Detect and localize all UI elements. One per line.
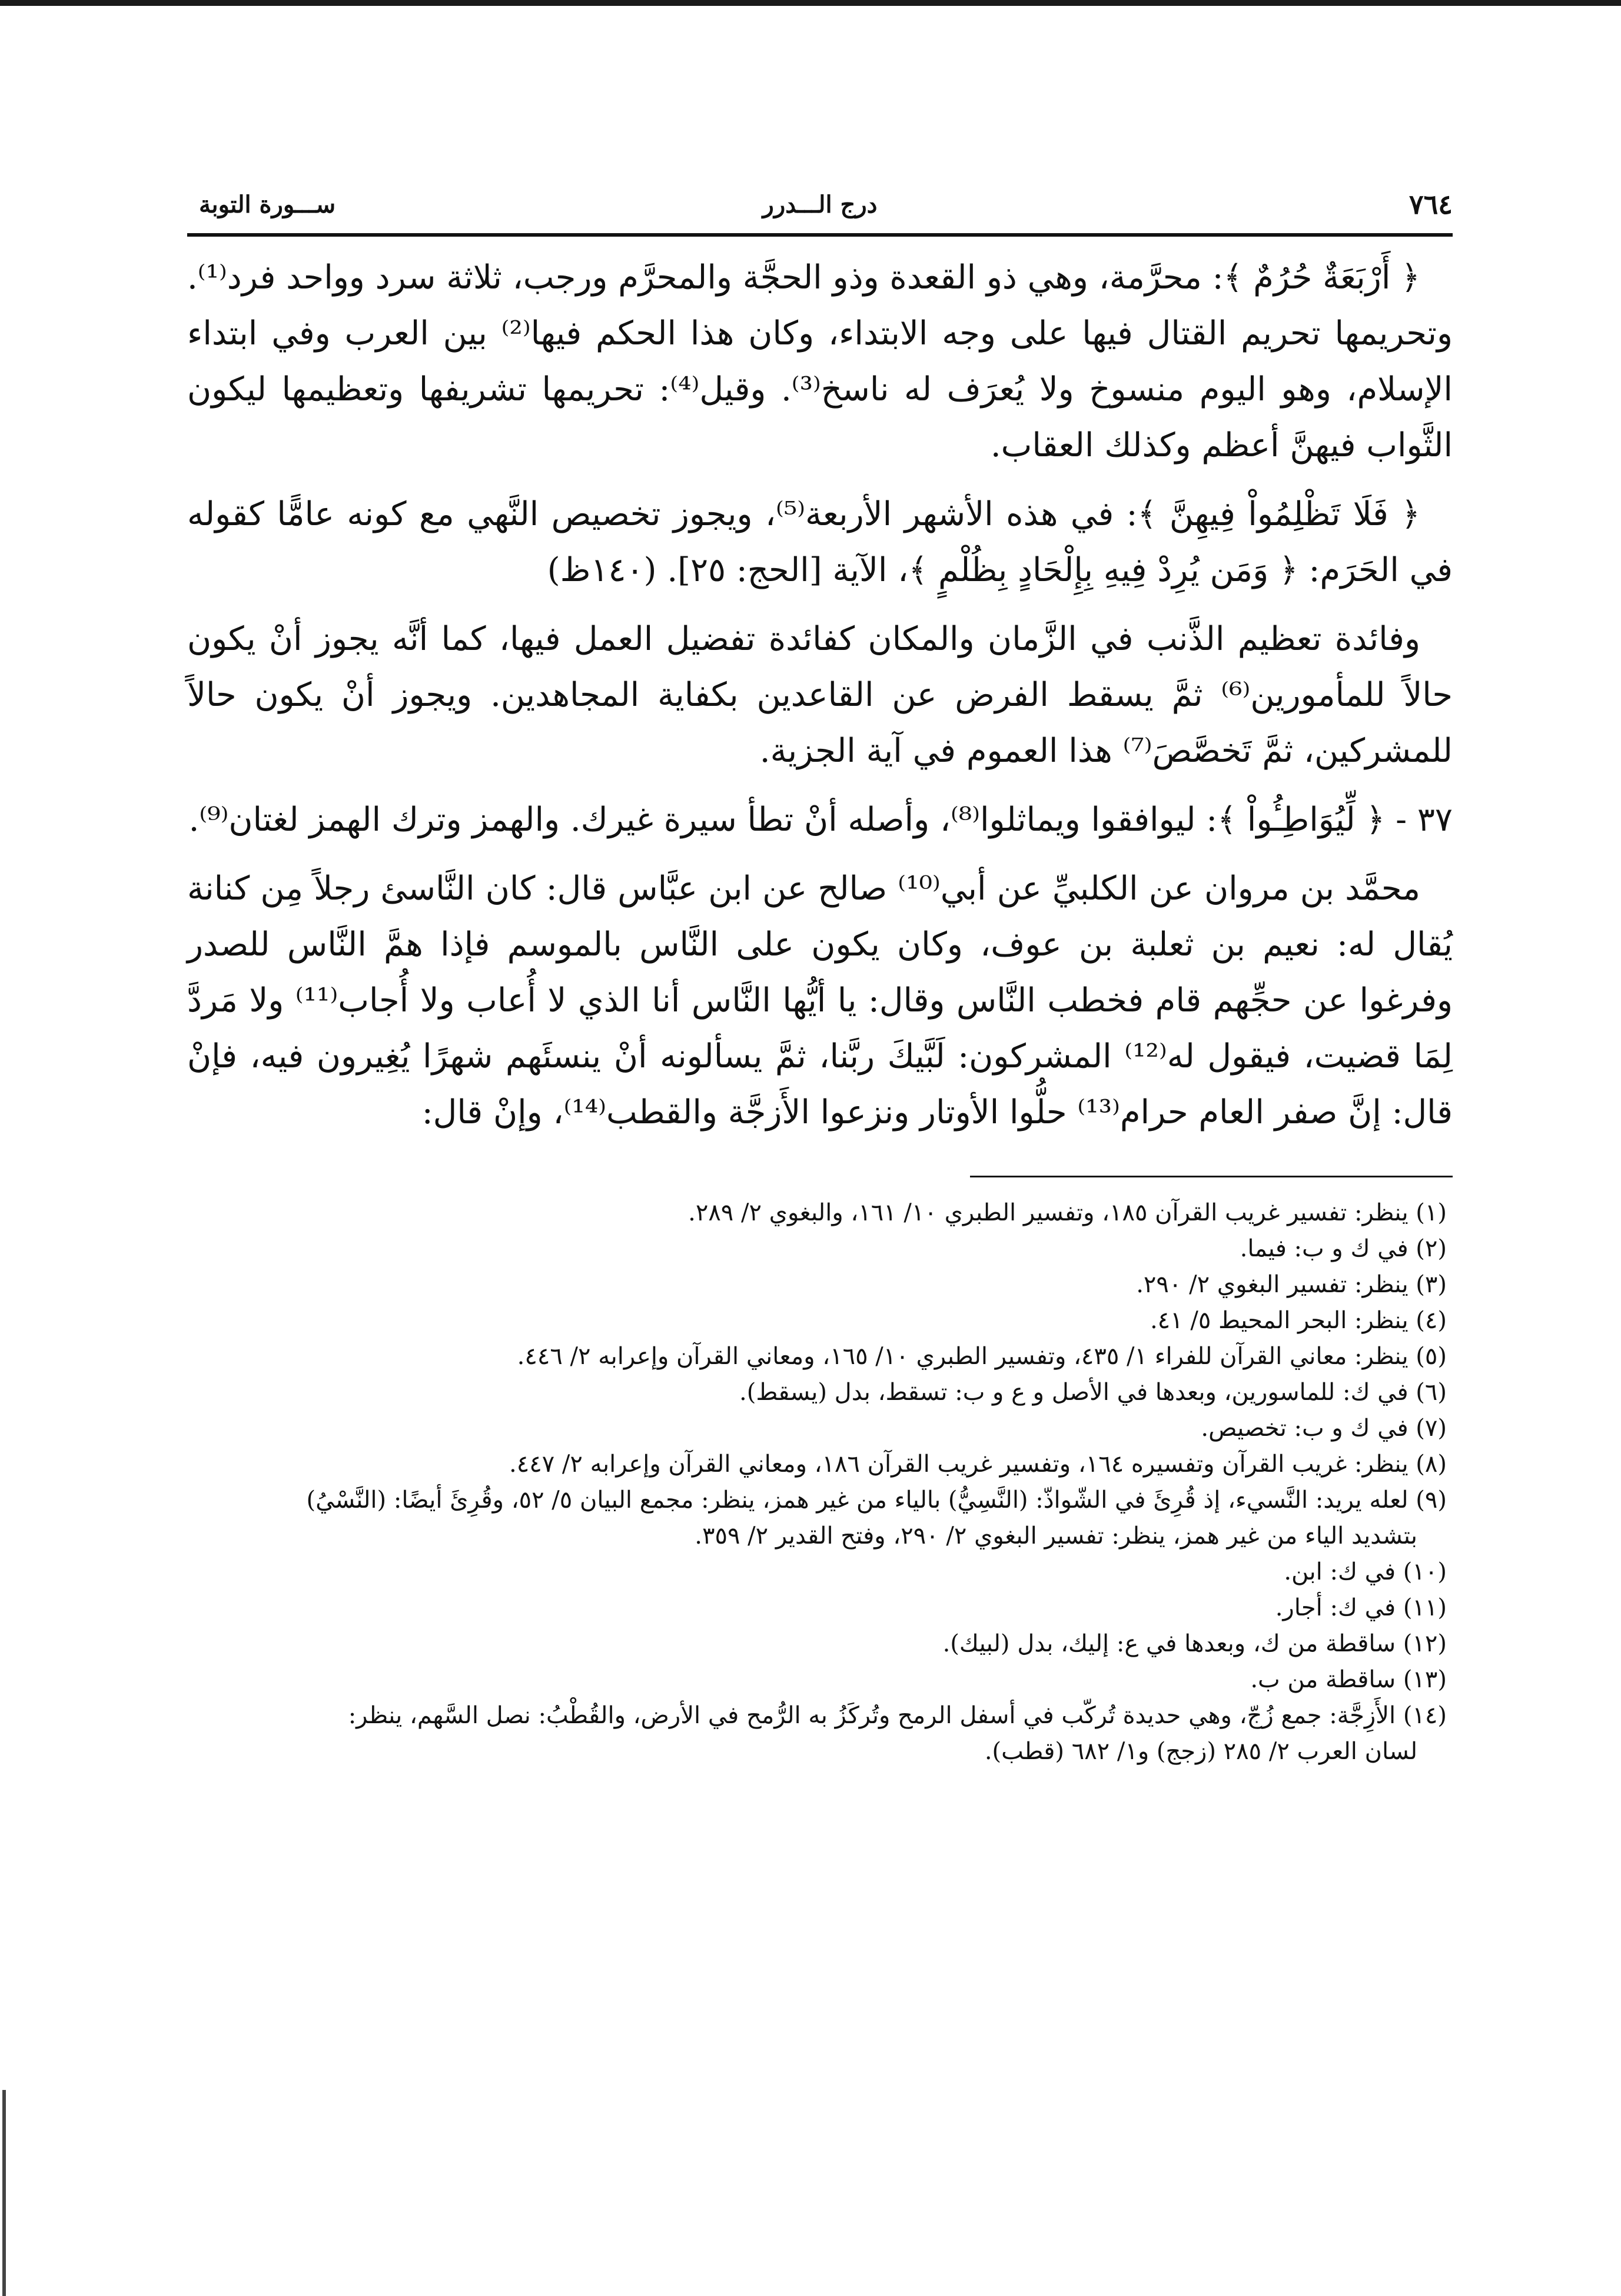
footnote-separator (970, 1176, 1453, 1177)
paragraph: ﴿ أَرْبَعَةٌ حُرُمٌ ﴾: محرَّمة، وهي ذو القعدة وذو الحجَّة والمحرَّم ورجب، ثلاثة سرد وواحد فرد⁽¹⁾. وتحريمها تحريم القتال فيها على وجه الابتداء، وكان هذا الحكم فيها⁽²⁾ بين العرب وفي ابتداء الإسلام، وهو اليوم منسوخ ولا يُعرَف له ناسخ⁽³⁾. وقيل⁽⁴⁾: تحريمها تشريفها وتعظيمها ليكون الثَّواب فيهنَّ أعظم وكذلك العقاب. (187, 258, 1453, 464)
footnote: (٢) في ك و ب: فيما. (1240, 1235, 1447, 1262)
footnote: (٨) ينظر: غريب القرآن وتفسيره ١٦٤، وتفسير غريب القرآن ١٨٦، ومعاني القرآن وإعرابه ٢/ ٤٤٧. (509, 1451, 1447, 1478)
paragraph: ﴿ فَلَا تَظْلِمُواْ فِيهِنَّ ﴾: في هذه الأشهر الأربعة⁽⁵⁾، ويجوز تخصيص النَّهي مع كونه عامًّا كقوله في الحَرَم: ﴿ وَمَن يُرِدْ فِيهِ بِإِلْحَادٍ بِظُلْمٍ ﴾، الآية [الحج: ٢٥]. (١٤٠ظ) (187, 495, 1453, 589)
footnote: (١٤) الأَزِجَّة: جمع زُجّ، وهي حديدة تُركّب في أسفل الرمح وتُركَزُ به الرُّمح في الأرض، والقُطْبُ: نصل السَّهم، ينظر: (348, 1702, 1447, 1729)
footnote: (٧) في ك و ب: تخصيص. (1201, 1415, 1447, 1442)
running-header (187, 188, 1453, 230)
footnote: (٤) ينظر: البحر المحيط ٥/ ٤١. (1150, 1307, 1447, 1334)
header-rule (187, 233, 1453, 237)
scan-top-edge (0, 0, 1621, 6)
footnote: (١٢) ساقطة من ك، وبعدها في ع: إليك، بدل (لبيك). (942, 1630, 1447, 1657)
surah-title: ســـورة التوبة (199, 191, 336, 218)
footnote: (١) ينظر: تفسير غريب القرآن ١٨٥، وتفسير الطبري ١٠/ ١٦١، والبغوي ٢/ ٢٨٩. (688, 1199, 1447, 1226)
footnotes (187, 1195, 1453, 1770)
main-text (187, 250, 1453, 1140)
footnote: (٣) ينظر: تفسير البغوي ٢/ ٢٩٠. (1136, 1271, 1447, 1298)
footnote-continuation: لسان العرب ٢/ ٢٨٥ (زجج) و١/ ٦٨٢ (قطب). (984, 1738, 1417, 1765)
footnote: (٥) ينظر: معاني القرآن للفراء ١/ ٤٣٥، وتفسير الطبري ١٠/ ١٦٥، ومعاني القرآن وإعرابه ٢/ ٤٤٦. (517, 1343, 1447, 1370)
page-number: ٧٦٤ (1409, 188, 1453, 220)
footnote: (١٠) في ك: ابن. (1284, 1558, 1447, 1585)
footnote: (٩) لعله يريد: النَّسيء، إذ قُرِئَ في الشّواذّ: (النَّسِيُّ) بالياء من غير همز، ينظر: مجمع البيان ٥/ ٥٢، وقُرِئَ أيضًا: (النَّسْيُ) (306, 1487, 1447, 1514)
footnote: (٦) في ك: للماسورين، وبعدها في الأصل و ع و ب: تسقط، بدل (يسقط). (739, 1379, 1447, 1406)
footnote: (١٣) ساقطة من ب. (1250, 1666, 1447, 1693)
paragraph: محمَّد بن مروان عن الكلبيِّ عن أبي⁽¹⁰⁾ صالح عن ابن عبَّاس قال: كان النَّاسئ رجلاً مِن كنانة يُقال له: نعيم بن ثعلبة بن عوف، وكان يكون على النَّاس بالموسم فإذا همَّ النَّاس للصدر وفرغوا عن حجِّهم قام فخطب النَّاس وقال: يا أيُّها النَّاس أنا الذي لا أُعاب ولا أُجاب⁽¹¹⁾ ولا مَردَّ لِمَا قضيت، فيقول له⁽¹²⁾ المشركون: لَبَّيكَ ربَّنا، ثمَّ يسألونه أنْ ينسئَهم شهرًا يُغِيرون فيه، فإنْ قال: إنَّ صفر العام حرام⁽¹³⁾ حلُّوا الأوتار ونزعوا الأَزجَّة والقطب⁽¹⁴⁾، وإنْ قال: (187, 870, 1453, 1132)
book-page (187, 188, 1453, 1770)
paragraph: وفائدة تعظيم الذَّنب في الزَّمان والمكان كفائدة تفضيل العمل فيها، كما أنَّه يجوز أنْ يكون حالاً للمأمورين⁽⁶⁾ ثمَّ يسقط الفرض عن القاعدين بكفاية المجاهدين. ويجوز أنْ يكون حالاً للمشركين، ثمَّ تَخصَّصَ⁽⁷⁾ هذا العموم في آية الجزية. (187, 620, 1453, 770)
footnote-continuation: بتشديد الياء من غير همز، ينظر: تفسير البغوي ٢/ ٢٩٠، وفتح القدير ٢/ ٣٥٩. (695, 1522, 1417, 1550)
book-title: درج الـــدرر (762, 191, 878, 218)
scan-edge-mark (2, 2090, 6, 2296)
footnote: (١١) في ك: أجار. (1275, 1594, 1447, 1621)
paragraph: ٣٧ - ﴿ لِّيُوَاطِـُٔواْ ﴾: ليوافقوا ويماثلوا⁽⁸⁾، وأصله أنْ تطأ سيرة غيرك. والهمز وترك الهمز لغتان⁽⁹⁾. (188, 801, 1453, 839)
